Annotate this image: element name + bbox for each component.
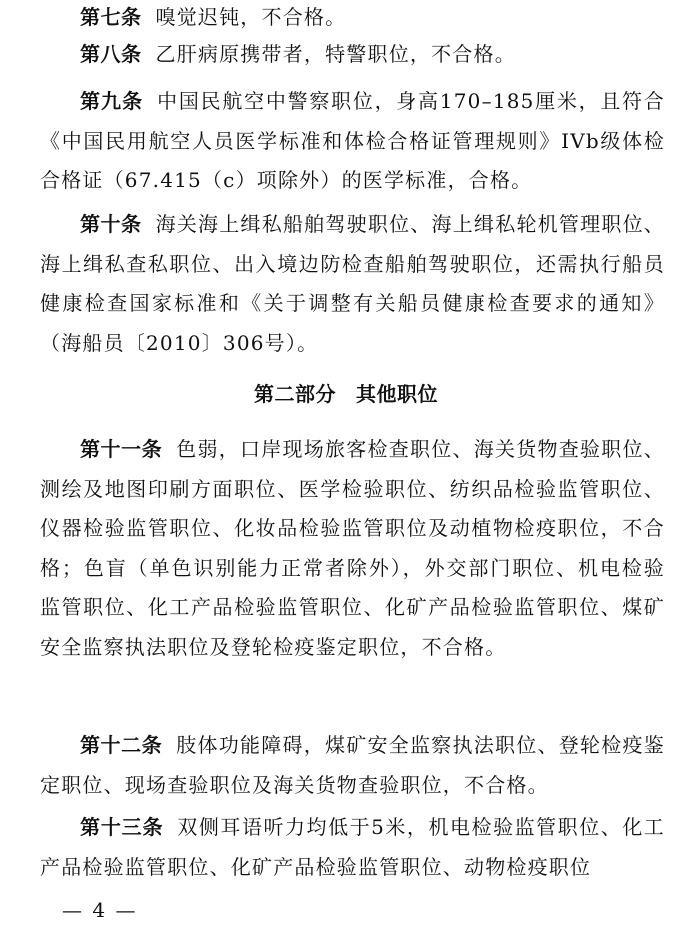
article-label: 第十条: [80, 212, 142, 236]
article-9: [40, 82, 665, 201]
article-11: [40, 430, 665, 667]
article-text: 乙肝病原携带者，特警职位，不合格。: [155, 42, 516, 66]
article-label: 第八条: [80, 42, 142, 66]
page-number: — 4 —: [62, 898, 138, 922]
article-8: [40, 35, 665, 75]
section-heading: [0, 378, 692, 407]
article-label: 第七条: [80, 5, 142, 29]
article-label: 第九条: [80, 89, 144, 113]
article-text: 色弱，口岸现场旅客检查职位、海关货物查验职位、测绘及地图印刷方面职位、医学检验职位、纺织品检验监管职位、仪器检验监管职位、化妆品检验监管职位及动植物检疫职位，不合格；色盲（单色识别能力正常者除外），外交部门职位、机电检验监管职位、化工产品检验监管职位、化矿产品检验监管职位、煤矿安全监察执法职位及登轮检疫鉴定职位，不合格。: [40, 437, 665, 659]
article-label: 第十一条: [80, 437, 163, 461]
section-title: 其他职位: [356, 382, 438, 406]
article-text: 肢体功能障碍，煤矿安全监察执法职位、登轮检疫鉴定职位、现场查验职位及海关货物查验职位，不合格。: [40, 733, 665, 797]
article-13: [40, 808, 665, 887]
article-text: 中国民航空中警察职位，身高170–185厘米，且符合《中国民用航空人员医学标准和体检合格证管理规则》IVb级体检合格证（67.415（c）项除外）的医学标准，合格。: [40, 89, 665, 192]
article-text: 嗅觉迟钝，不合格。: [155, 5, 347, 29]
article-text: 海关海上缉私船舶驾驶职位、海上缉私轮机管理职位、海上缉私查私职位、出入境边防检查船舶驾驶职位，还需执行船员健康检查国家标准和《关于调整有关船员健康检查要求的通知》（海船员〔2010〕306号）。: [40, 212, 666, 355]
article-10: [40, 205, 665, 363]
article-text: 双侧耳语听力均低于5米，机电检验监管职位、化工产品检验监管职位、化矿产品检验监管职位、动物检疫职位: [40, 815, 666, 879]
article-label: 第十三条: [80, 815, 164, 839]
article-12: [40, 726, 665, 805]
article-7: [40, 0, 665, 38]
section-part: 第二部分: [254, 382, 336, 406]
article-label: 第十二条: [80, 733, 163, 757]
